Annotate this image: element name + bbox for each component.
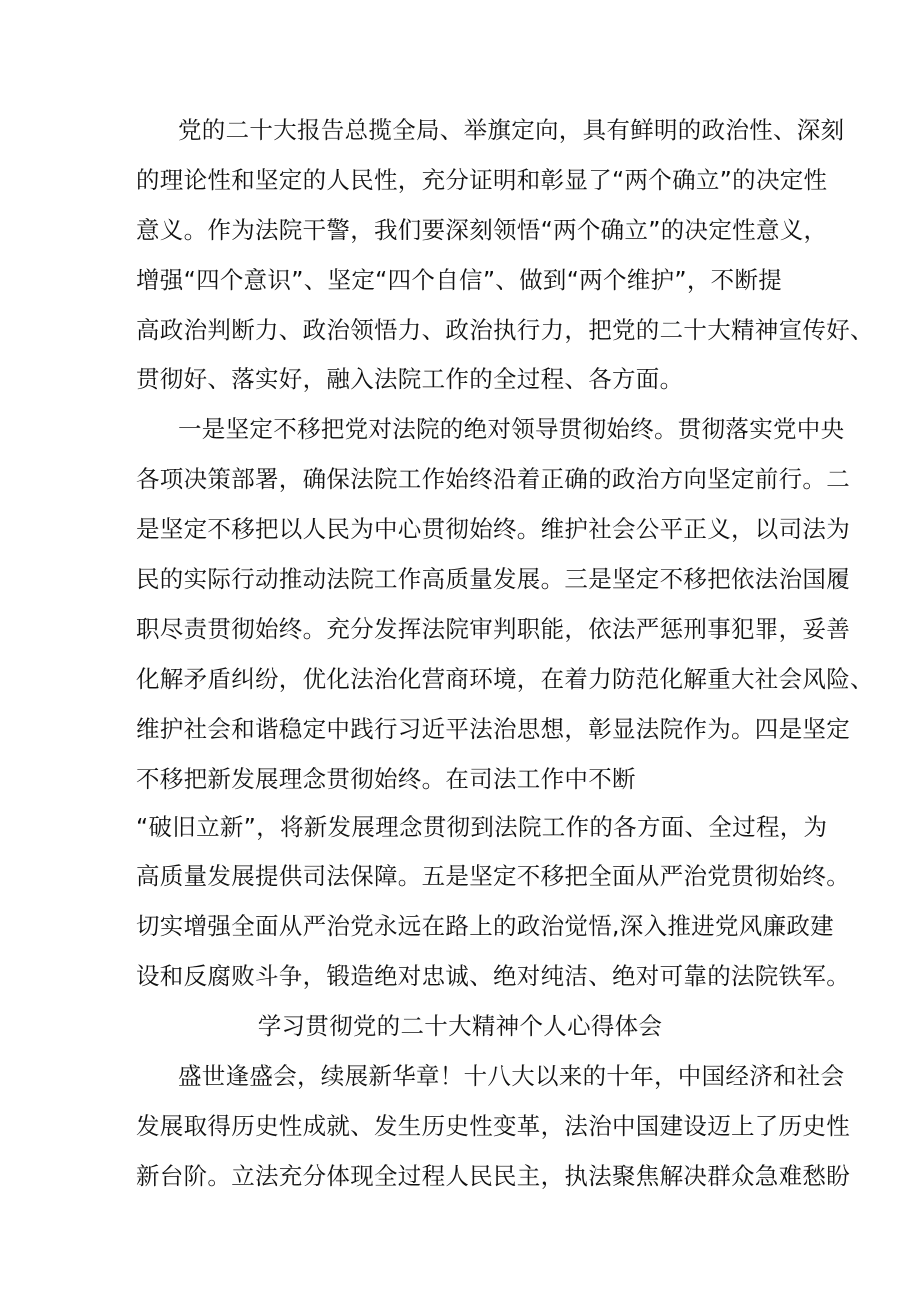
- paragraph-2-line-7: 维护社会和谐稳定中践行习近平法治思想，彰显法院作为。四是坚定: [136, 715, 850, 743]
- paragraph-3-line-2: 发展取得历史性成就、发生历史性变革，法治中国建设迈上了历史性: [136, 1112, 850, 1140]
- paragraph-2-line-6: 化解矛盾纠纷，优化法治化营商环境，在着力防范化解重大社会风险、: [136, 665, 874, 693]
- paragraph-2-line-3: 是坚定不移把以人民为中心贯彻始终。维护社会公平正义，以司法为: [136, 515, 850, 543]
- paragraph-2-line-4: 民的实际行动推动法院工作高质量发展。三是坚定不移把依法治国履: [136, 565, 850, 593]
- paragraph-1-line-1: 党的二十大报告总揽全局、举旗定向，具有鲜明的政治性、深刻: [178, 116, 845, 144]
- paragraph-2-line-12: 设和反腐败斗争，锻造绝对忠诚、绝对纯洁、绝对可靠的法院铁军。: [136, 962, 850, 990]
- paragraph-2-line-8: 不移把新发展理念贯彻始终。在司法工作中不断: [136, 765, 636, 793]
- paragraph-2-line-11: 切实增强全面从严治党永远在路上的政治觉悟,深入推进党风廉政建: [136, 912, 834, 940]
- paragraph-3-line-1: 盛世逢盛会，续展新华章！十八大以来的十年，中国经济和社会: [178, 1062, 845, 1090]
- paragraph-1-line-2: 的理论性和坚定的人民性，充分证明和彰显了“两个确立”的决定性: [136, 166, 828, 194]
- paragraph-1-line-4: 增强“四个意识”、坚定“四个自信”、做到“两个维护”，不断提: [136, 266, 783, 294]
- paragraph-2-line-1: 一是坚定不移把党对法院的绝对领导贯彻始终。贯彻落实党中央: [178, 415, 845, 443]
- section-heading: 学习贯彻党的二十大精神个人心得体会: [257, 1012, 663, 1040]
- paragraph-2-line-9: “破旧立新”，将新发展理念贯彻到法院工作的各方面、全过程，为: [136, 813, 828, 841]
- paragraph-2-line-10: 高质量发展提供司法保障。五是坚定不移把全面从严治党贯彻始终。: [136, 862, 850, 890]
- paragraph-1-line-3: 意义。作为法院干警，我们要深刻领悟“两个确立”的决定性意义，: [136, 216, 828, 244]
- paragraph-2-line-2: 各项决策部署，确保法院工作始终沿着正确的政治方向坚定前行。二: [136, 465, 850, 493]
- paragraph-1-line-6: 贯彻好、落实好，融入法院工作的全过程、各方面。: [136, 365, 684, 393]
- paragraph-3-line-3: 新台阶。立法充分体现全过程人民民主，执法聚焦解决群众急难愁盼: [136, 1162, 850, 1190]
- paragraph-1-line-5: 高政治判断力、政治领悟力、政治执行力，把党的二十大精神宣传好、: [136, 316, 874, 344]
- paragraph-2-line-5: 职尽责贯彻始终。充分发挥法院审判职能，依法严惩刑事犯罪，妥善: [136, 615, 850, 643]
